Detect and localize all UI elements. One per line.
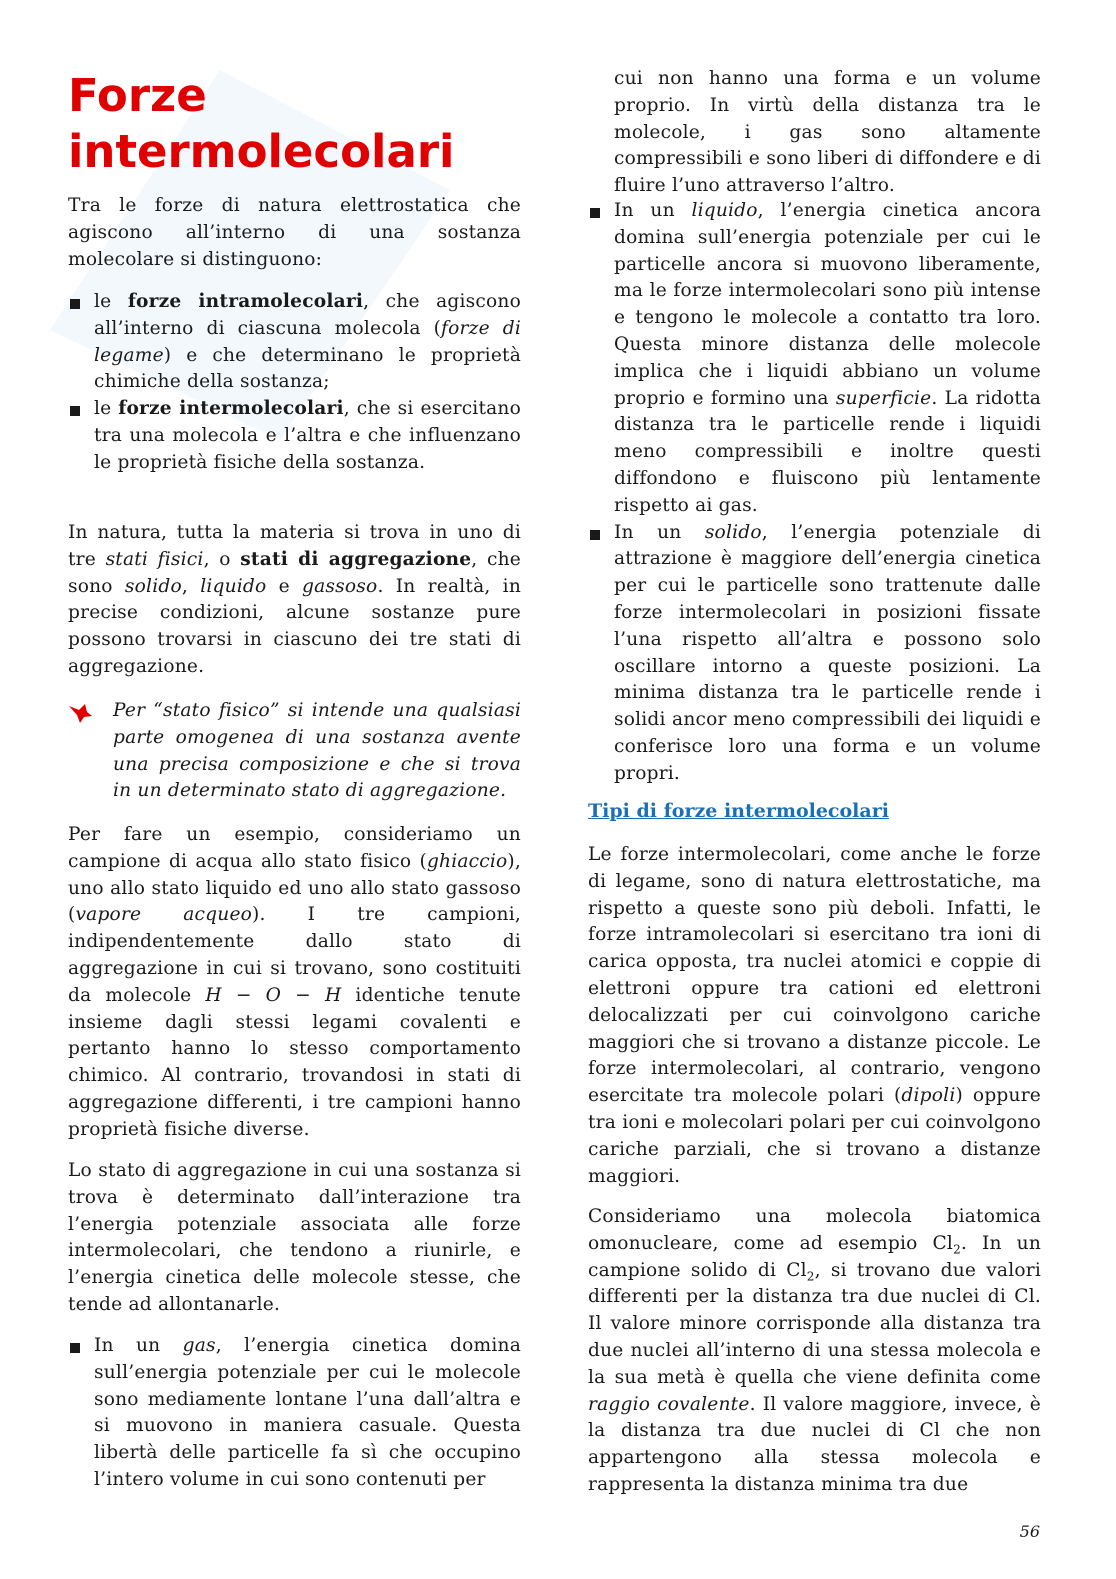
title-line-1: Forze xyxy=(68,69,207,122)
states-list xyxy=(588,198,1041,788)
gas-list xyxy=(68,1333,521,1494)
gas-continuation: cui non hanno una forma e un volume proprio. In virtù della distanza tra le molecole, i gas sono altamente compressibili e sono liberi di diffondere e di fluire l’uno attraverso l’altro. xyxy=(614,68,1041,197)
list-item: In un gas, l’energia cinetica domina sull’energia potenziale per cui le molecole sono mediamente lontane l’una dall’altra e si muovono in maniera casuale. Questa libertà delle particelle fa sì che occupino l’intero volume in cui sono contenuti per xyxy=(68,1333,521,1494)
states-paragraph: In natura, tutta la materia si trova in uno di tre stati fisici, o stati di aggregazione, che sono solido, liquido e gassoso. In realtà, in precise condizioni, alcune sostanze pure possono trovarsi in ciascuno dei tre stati di aggregazione. xyxy=(68,522,521,677)
title-line-2: intermolecolari xyxy=(68,125,455,178)
pushpin-icon xyxy=(67,702,93,724)
page-number: 56 xyxy=(1019,1522,1040,1541)
list-item: le forze intramolecolari, che agiscono all’interno di ciascuna molecola (forze di legame) e che determinano le proprietà chimiche della sostanza; xyxy=(68,289,521,396)
page-title xyxy=(68,68,454,180)
example-paragraph: Per fare un esempio, consideriamo un campione di acqua allo stato fisico (ghiaccio), uno allo stato liquido ed uno allo stato gassoso (vapore acqueo). I tre campioni, indipendentemente dallo stato di aggregazione in cui si trovano, sono costituiti da molecole H − O − H identiche tenute insieme dagli stessi legami covalenti e pertanto hanno lo stesso comportamento chimico. Al contrario, trovandosi in stati di aggregazione differenti, i tre campioni hanno proprietà fisiche diverse. xyxy=(68,824,522,1140)
energy-paragraph: Lo stato di aggregazione in cui una sostanza si trova è determinato dall’interazione tra l’energia potenziale associata alle forze intermolecolari, che tendono a riunirle, e l’energia cinetica delle molecole stesse, che tende ad allontanarle. xyxy=(68,1160,521,1315)
list-item: le forze intermolecolari, che si esercitano tra una molecola e l’altra e che influenzano le proprietà fisiche della sostanza. xyxy=(68,396,521,476)
chlorine-paragraph: Consideriamo una molecola biatomica omonucleare, come ad esempio $Cl_2$. In un campione solido di $Cl_2$, si trovano due valori differenti per la distanza tra due nuclei di Cl. Il valore minore corrisponde alla distanza tra due nuclei all’interno di una stessa molecola e la sua metà è quella che viene definita come raggio covalente. Il valore maggiore, invece, è la distanza tra due nuclei di Cl che non appartengono alla stessa molecola e rappresenta la distanza minima tra due xyxy=(588,1206,1041,1495)
definition-note: Per “stato fisico” si intende una qualsiasi parte omogenea di una sostanza avente una precisa composizione e che si trova in un determinato stato di aggregazione. xyxy=(113,698,521,805)
list-item: In un liquido, l’energia cinetica ancora domina sull’energia potenziale per cui le particelle ancora si muovono liberamente, ma le forze intermolecolari sono più intense e tengono le molecole a contatto tra loro. Questa minore distanza delle molecole implica che i liquidi abbiano un volume proprio e formino una superficie. La ridotta distanza tra le particelle rende i liquidi meno compressibili e inoltre questi diffondono e fluiscono più lentamente rispetto ai gas. xyxy=(588,198,1041,520)
forces-paragraph: Le forze intermolecolari, come anche le forze di legame, sono di natura elettrostatiche, ma rispetto a queste sono più deboli. Infatti, le forze intramolecolari si esercitano tra ioni di carica opposta, tra nuclei atomici e coppie di elettroni oppure tra cationi ed elettroni delocalizzati per cui coinvolgono cariche maggiori che si trovano a distanze piccole. Le forze intermolecolari, al contrario, vengono esercitate tra molecole polari (dipoli) oppure tra ioni e molecolari polari per cui coinvolgono cariche parziali, che si trovano a distanze maggiori. xyxy=(588,844,1041,1187)
forces-list xyxy=(68,289,521,477)
list-item: In un solido, l’energia potenziale di attrazione è maggiore dell’energia cinetica per cui le particelle sono trattenute dalle forze intermolecolari in posizioni fissate l’una rispetto all’altra e possono solo oscillare intorno a queste posizioni. La minima distanza tra le particelle rende i solidi ancor meno compressibili dei liquidi e conferisce loro una forma e un volume propri. xyxy=(588,520,1041,788)
water-formula: H − O − H xyxy=(205,984,342,1006)
section-heading: Tipi di forze intermolecolari xyxy=(588,800,889,822)
intro-paragraph: Tra le forze di natura elettrostatica che agiscono all’interno di una sostanza molecolare si distinguono: xyxy=(68,195,521,270)
